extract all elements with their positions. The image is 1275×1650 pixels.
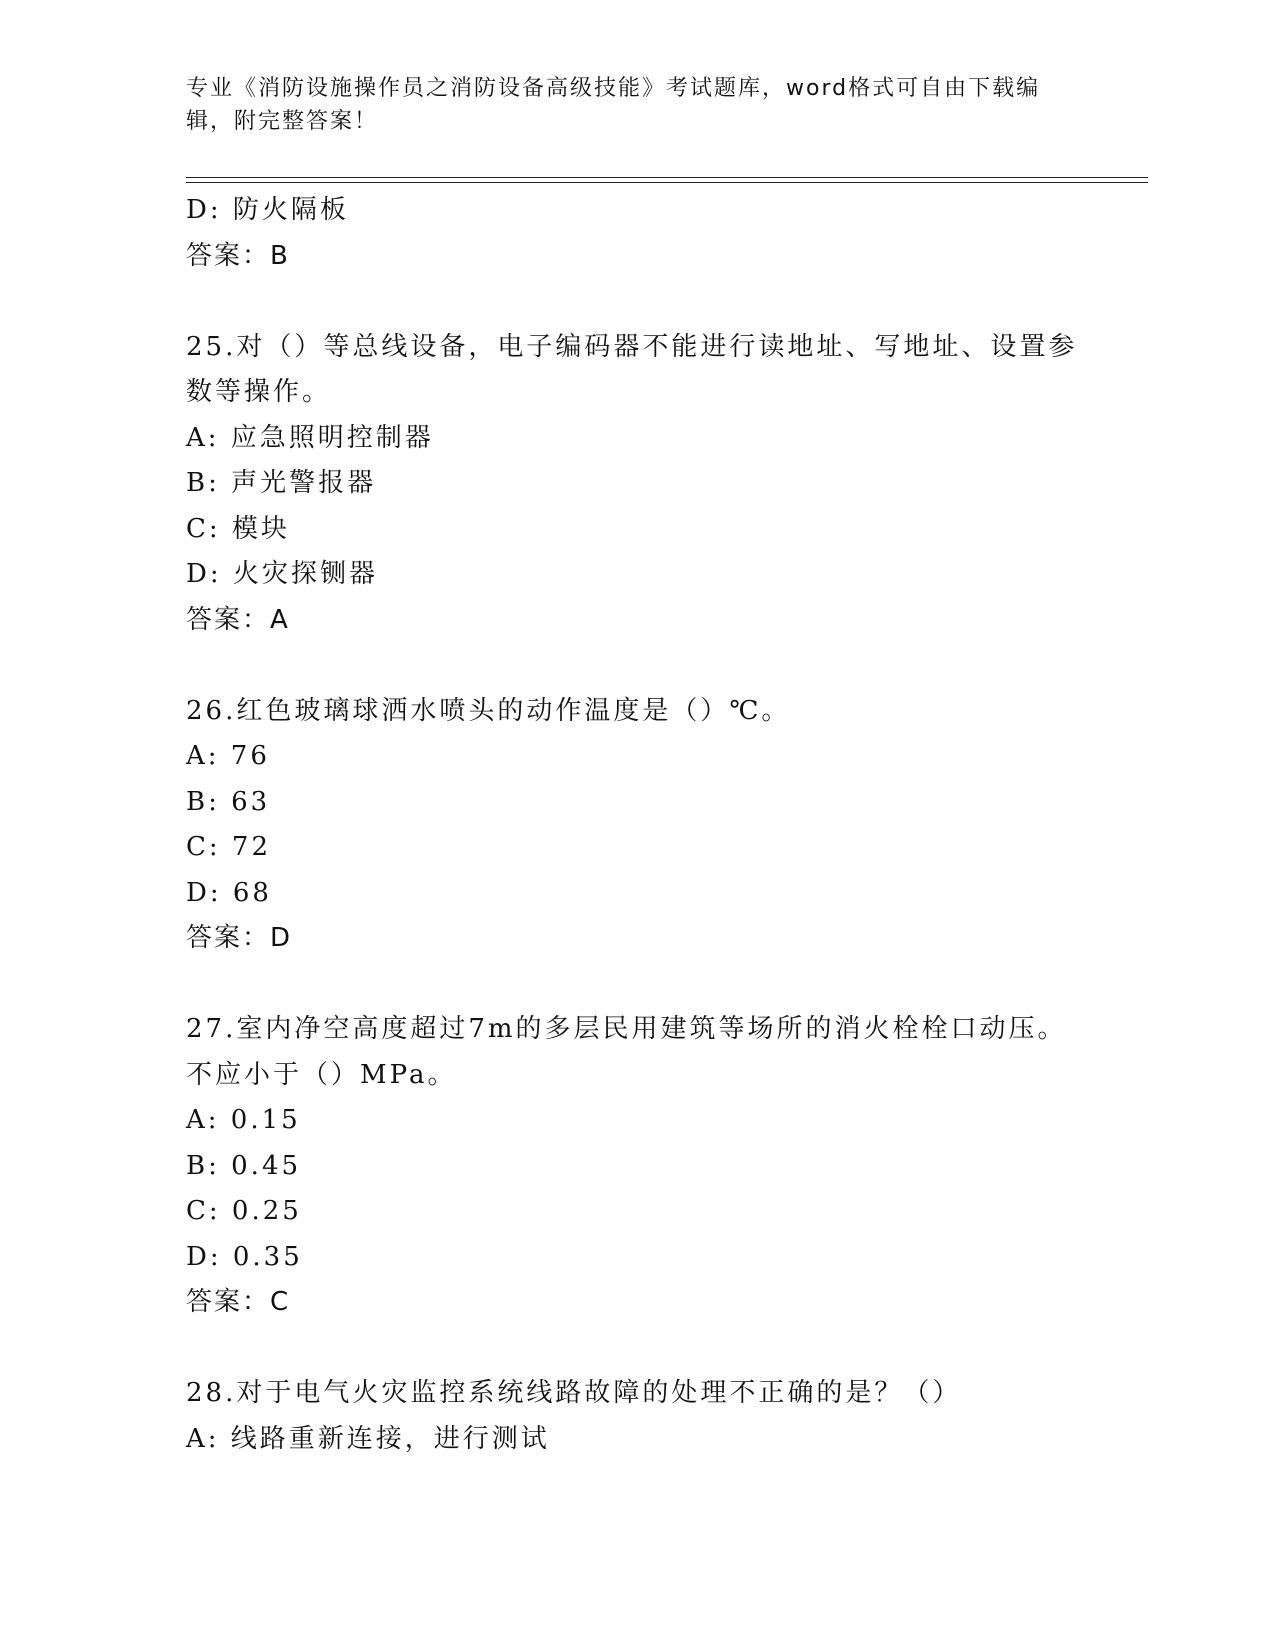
answer: 答案：D bbox=[186, 923, 293, 953]
option-d: D: 68 bbox=[186, 877, 272, 908]
option-a: A: 应急照明控制器 bbox=[186, 422, 434, 453]
question-content bbox=[186, 188, 1106, 1462]
header-rule-bottom bbox=[186, 182, 1148, 183]
question-25 bbox=[186, 325, 1106, 644]
question-stem: 26.红色玻璃球洒水喷头的动作温度是（）℃。 bbox=[186, 695, 791, 726]
option-a: A: 76 bbox=[186, 741, 270, 771]
question-26 bbox=[186, 689, 1106, 962]
document-header: 专业《消防设施操作员之消防设备高级技能》考试题库，word格式可自由下载编辑，附完整答案！ bbox=[186, 76, 1041, 134]
option-a: A: 0.15 bbox=[186, 1105, 301, 1135]
answer: 答案：C bbox=[186, 1287, 291, 1317]
answer: 答案：A bbox=[186, 604, 290, 635]
answer: 答案：B bbox=[186, 240, 290, 271]
option-b: B: 声光警报器 bbox=[186, 468, 377, 498]
option-b: B: 0.45 bbox=[186, 1150, 302, 1181]
question-28 bbox=[186, 1371, 1106, 1462]
option-b: B: 63 bbox=[186, 786, 271, 817]
option-a: A: 线路重新连接，进行测试 bbox=[186, 1423, 550, 1454]
header-rule-top bbox=[186, 177, 1148, 178]
option-c: C: 0.25 bbox=[186, 1196, 302, 1226]
question-stem: 28.对于电气火灾监控系统线路故障的处理不正确的是？（） bbox=[186, 1378, 962, 1408]
option-c: C: 模块 bbox=[186, 513, 290, 544]
option-d: D: 防火隔板 bbox=[186, 195, 349, 225]
option-d: D: 0.35 bbox=[186, 1241, 303, 1272]
option-d: D: 火灾探铡器 bbox=[186, 559, 378, 589]
option-c: C: 72 bbox=[186, 832, 272, 862]
question-stem: 27.室内净空高度超过7m的多层民用建筑等场所的消火栓栓口动压。不应小于（）MPa。 bbox=[186, 1014, 1067, 1090]
question-stem: 25.对（）等总线设备，电子编码器不能进行读地址、写地址、设置参数等操作。 bbox=[186, 331, 1078, 407]
question-27 bbox=[186, 1007, 1106, 1326]
